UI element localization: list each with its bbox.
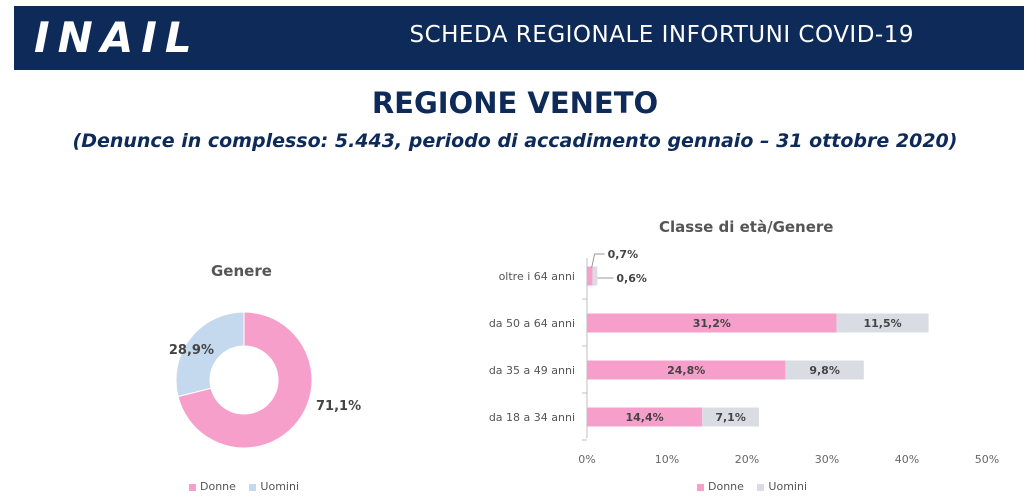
- x-tick-label: 20%: [734, 453, 760, 466]
- bar-uomini: [593, 267, 598, 286]
- donut-legend-label: Donne: [200, 480, 236, 493]
- category-label: oltre i 64 anni: [498, 270, 575, 283]
- bar-legend: [697, 480, 817, 493]
- leader-line: [592, 254, 605, 268]
- donut-slice-label: 28,9%: [168, 343, 214, 358]
- inail-logo: INAIL: [34, 13, 200, 62]
- x-tick-label: 40%: [894, 453, 920, 466]
- donut-slice-label: 71,1%: [316, 399, 362, 414]
- x-tick-label: 50%: [974, 453, 1000, 466]
- donut-legend-item-donne: [189, 480, 236, 493]
- bar-data-label: 24,8%: [667, 364, 706, 377]
- category-label: da 18 a 34 anni: [488, 411, 575, 424]
- bar-legend-item-donne: [697, 480, 744, 493]
- bar-data-label: 0,7%: [607, 248, 639, 261]
- bar-data-label: 9,8%: [809, 364, 840, 377]
- x-tick-label: 10%: [654, 453, 680, 466]
- region-subtitle: (Denunce in complesso: 5.443, periodo di accadimento gennaio – 31 ottobre 2020): [72, 130, 958, 152]
- bar-data-label: 7,1%: [715, 411, 746, 424]
- bar-legend-item-uomini: [757, 480, 807, 493]
- donut-legend: [189, 480, 309, 493]
- region-title: REGIONE VENETO: [371, 86, 659, 120]
- header-title: SCHEDA REGIONALE INFORTUNI COVID-19: [409, 22, 914, 48]
- x-tick-label: 0%: [578, 453, 596, 466]
- donut-legend-item-uomini: [249, 480, 299, 493]
- bar-legend-label: Uomini: [768, 480, 808, 493]
- bar-data-label: 11,5%: [863, 317, 902, 330]
- bar-data-label: 31,2%: [692, 317, 731, 330]
- bar-data-label: 14,4%: [625, 411, 664, 424]
- bar-legend-label: Donne: [708, 480, 744, 493]
- bar-data-label: 0,6%: [616, 272, 647, 285]
- donut-chart-title: Genere: [211, 262, 272, 280]
- donut-legend-label: Uomini: [260, 480, 300, 493]
- bar-chart-title: Classe di età/Genere: [659, 218, 834, 236]
- bar-donne: [587, 267, 593, 286]
- x-tick-label: 30%: [814, 453, 840, 466]
- category-label: da 50 a 64 anni: [488, 317, 575, 330]
- category-label: da 35 a 49 anni: [488, 364, 575, 377]
